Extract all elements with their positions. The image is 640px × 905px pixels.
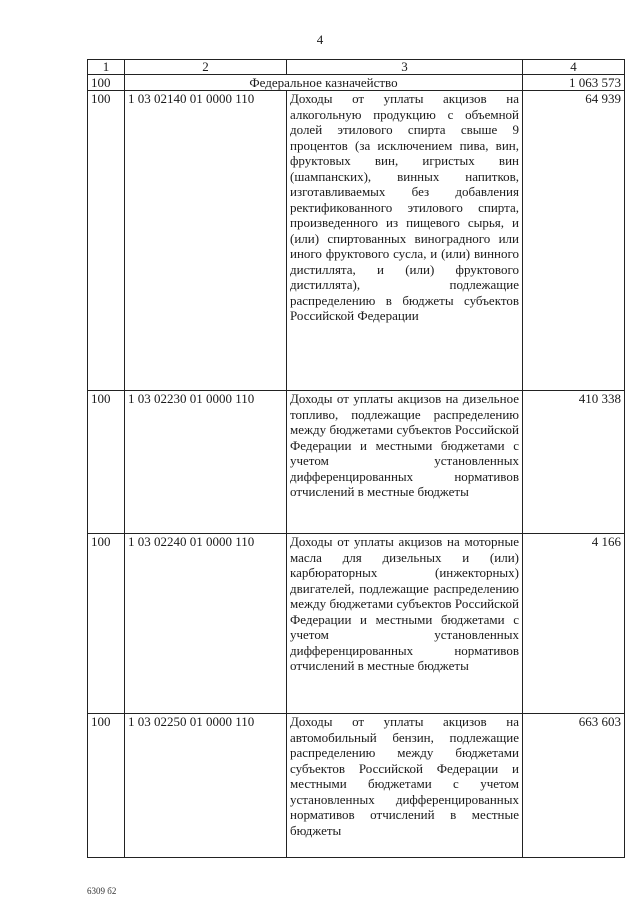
- admin-code: 100: [88, 714, 125, 858]
- table-row: [88, 91, 625, 391]
- budget-classification-code: 1 03 02240 01 0000 110: [125, 534, 287, 714]
- revenue-amount: 663 603: [523, 714, 625, 858]
- admin-code: 100: [88, 91, 125, 391]
- admin-code: 100: [88, 75, 125, 91]
- agency-total-row: [88, 75, 625, 91]
- admin-code: 100: [88, 534, 125, 714]
- total-amount: 1 063 573: [523, 75, 625, 91]
- revenue-description: Доходы от уплаты акцизов на автомобильный бензин, подлежащие распределению между бюджетами субъектов Российской Федерации и местными бюджетами с учетом установленных дифференцированных нормативов отчислений в местные бюджеты: [287, 714, 523, 858]
- revenue-amount: 4 166: [523, 534, 625, 714]
- revenue-amount: 64 939: [523, 91, 625, 391]
- revenue-table: [87, 59, 625, 858]
- column-header: 3: [287, 60, 523, 75]
- column-header: 1: [88, 60, 125, 75]
- revenue-description: Доходы от уплаты акцизов на моторные масла для дизельных и (или) карбюраторных (инжекторных) двигателей, подлежащие распределению между бюджетами субъектов Российской Федерации и местными бюджетами с учетом установленных дифференцированных нормативов отчислений в местные бюджеты: [287, 534, 523, 714]
- budget-classification-code: 1 03 02250 01 0000 110: [125, 714, 287, 858]
- admin-code: 100: [88, 391, 125, 534]
- revenue-amount: 410 338: [523, 391, 625, 534]
- page-number: 4: [316, 32, 324, 47]
- document-code: 6309 б2: [87, 886, 117, 896]
- table-row: [88, 714, 625, 858]
- table-row: [88, 534, 625, 714]
- budget-classification-code: 1 03 02230 01 0000 110: [125, 391, 287, 534]
- column-header: 4: [523, 60, 625, 75]
- revenue-description: Доходы от уплаты акцизов на алкогольную продукцию с объемной долей этилового спирта свыше 9 процентов (за исключением пива, вин, фруктовых вин, игристых вин (шампанских), винных напитков, изготавливаемых без добавления ректификованного этилового спирта, произведенного из пищевого сырья, и (или) спиртованных виноградного или иного фруктового сусла, и (или) винного дистиллята, и (или) фруктового дистиллята), подлежащие распределению в бюджеты субъектов Российской Федерации: [287, 91, 523, 391]
- column-number-row: [88, 60, 625, 75]
- agency-name: Федеральное казначейство: [125, 75, 523, 91]
- budget-classification-code: 1 03 02140 01 0000 110: [125, 91, 287, 391]
- table-row: [88, 391, 625, 534]
- revenue-description: Доходы от уплаты акцизов на дизельное топливо, подлежащие распределению между бюджетами субъектов Российской Федерации и местными бюджетами с учетом установленных дифференцированных нормативов отчислений в местные бюджеты: [287, 391, 523, 534]
- column-header: 2: [125, 60, 287, 75]
